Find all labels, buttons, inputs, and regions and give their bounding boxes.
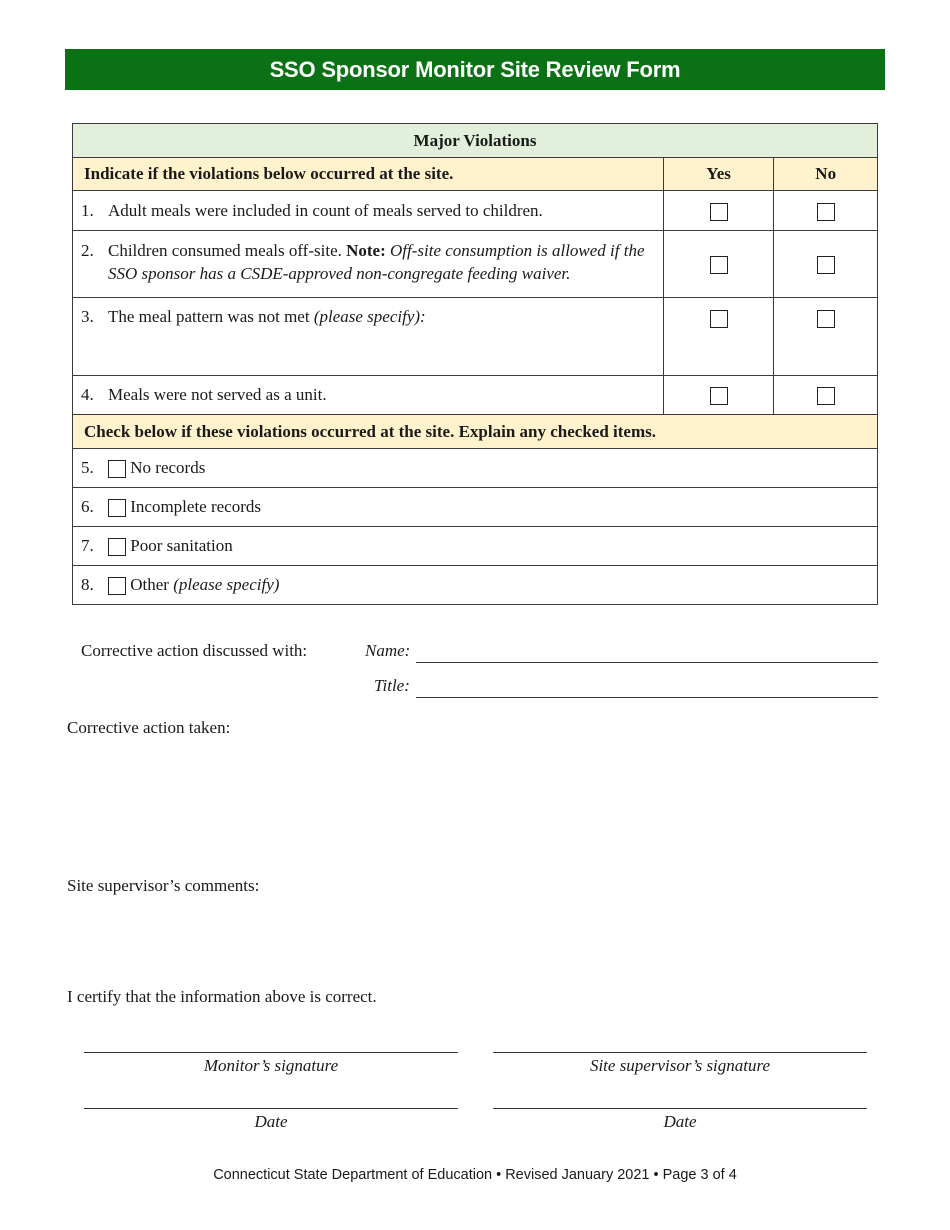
item-text: Children consumed meals off-site. xyxy=(108,241,342,260)
item-text: Adult meals were included in count of meals served to children. xyxy=(108,200,543,220)
note-text: Off-site consumption is allowed if the SSO sponsor has a CSDE-approved non-congregate feeding waiver. xyxy=(108,241,645,283)
monitor-date-label: Date xyxy=(254,1112,288,1131)
item-text: Meals were not served as a unit. xyxy=(108,385,327,404)
item-number: 1. xyxy=(81,200,94,220)
yes-checkbox[interactable] xyxy=(710,310,728,328)
item-text: No records xyxy=(130,457,206,477)
no-column-header: No xyxy=(774,158,878,191)
violation-row xyxy=(73,298,664,376)
form-title: SSO Sponsor Monitor Site Review Form xyxy=(65,49,885,90)
item-hint: (please specify) xyxy=(173,574,280,594)
corrective-discussed-label: Corrective action discussed with: xyxy=(81,641,308,660)
name-field[interactable] xyxy=(416,662,878,663)
check-row xyxy=(73,527,878,566)
item-number: 4. xyxy=(81,385,94,404)
violation-row xyxy=(73,376,664,415)
check-instruction: Check below if these violations occurred at the site. Explain any checked items. xyxy=(73,415,878,449)
no-records-checkbox[interactable] xyxy=(108,460,126,478)
major-violations-table xyxy=(72,123,878,605)
item-number: 2. xyxy=(81,241,94,260)
item-number: 6. xyxy=(81,496,94,516)
title-label: Title: xyxy=(374,676,410,695)
item-text: Incomplete records xyxy=(130,496,261,516)
note-label: Note: xyxy=(346,241,386,260)
name-label: Name: xyxy=(365,641,411,660)
yes-checkbox[interactable] xyxy=(710,387,728,405)
page-footer: Connecticut State Department of Education • Revised January 2021 • Page 3 of 4 xyxy=(213,1167,737,1183)
violation-row xyxy=(73,231,664,298)
poor-sanitation-checkbox[interactable] xyxy=(108,538,126,556)
title-field[interactable] xyxy=(416,697,878,698)
supervisor-date-line[interactable] xyxy=(493,1108,867,1109)
no-checkbox[interactable] xyxy=(817,387,835,405)
item-text: Other xyxy=(130,574,169,594)
violation-row xyxy=(73,191,664,231)
check-row xyxy=(73,566,878,605)
item-number: 8. xyxy=(81,574,94,594)
no-checkbox[interactable] xyxy=(817,256,835,274)
item-number: 7. xyxy=(81,535,94,555)
check-row xyxy=(73,449,878,488)
yes-checkbox[interactable] xyxy=(710,203,728,221)
incomplete-records-checkbox[interactable] xyxy=(108,499,126,517)
no-checkbox[interactable] xyxy=(817,203,835,221)
supervisor-signature-line[interactable] xyxy=(493,1052,867,1053)
check-row xyxy=(73,488,878,527)
item-number: 3. xyxy=(81,307,94,326)
monitor-date-line[interactable] xyxy=(84,1108,458,1109)
other-checkbox[interactable] xyxy=(108,577,126,595)
table-instruction: Indicate if the violations below occurred at the site. xyxy=(73,158,664,191)
monitor-signature-label: Monitor’s signature xyxy=(203,1056,339,1075)
supervisor-date-label: Date xyxy=(663,1112,697,1131)
item-number: 5. xyxy=(81,457,94,477)
yes-checkbox[interactable] xyxy=(710,256,728,274)
no-checkbox[interactable] xyxy=(817,310,835,328)
item-text: Poor sanitation xyxy=(130,535,233,555)
supervisor-signature-label: Site supervisor’s signature xyxy=(589,1056,771,1075)
certify-statement: I certify that the information above is correct. xyxy=(67,987,377,1006)
monitor-signature-line[interactable] xyxy=(84,1052,458,1053)
table-title: Major Violations xyxy=(73,124,878,158)
corrective-taken-label: Corrective action taken: xyxy=(67,718,231,737)
yes-column-header: Yes xyxy=(663,158,774,191)
item-hint: (please specify): xyxy=(313,307,426,326)
item-text: The meal pattern was not met xyxy=(108,307,310,326)
supervisor-comments-label: Site supervisor’s comments: xyxy=(67,876,260,895)
